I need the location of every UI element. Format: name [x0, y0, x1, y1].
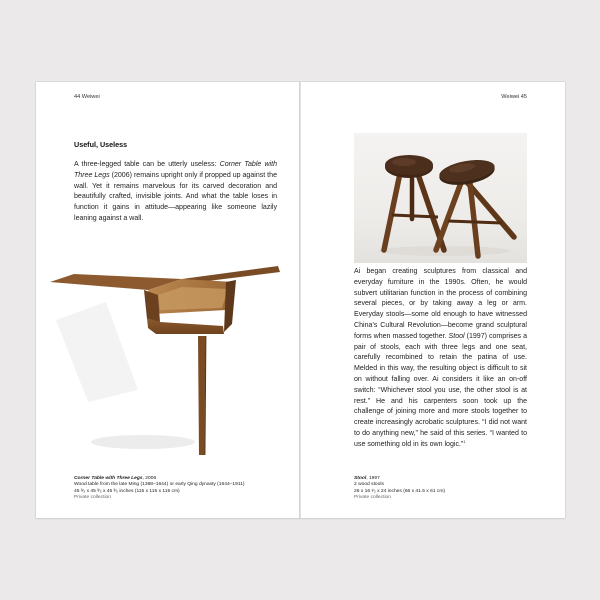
footnote-marker[interactable]: 1 — [463, 438, 466, 444]
left-caption-materials: Wood table from the late Ming (1368–1644) or early Qing dynasty (1644–1911) — [74, 482, 245, 488]
right-body-text — [354, 267, 527, 451]
section-heading: Useful, Useless — [74, 140, 128, 149]
left-page — [36, 82, 299, 518]
left-body-part-1: A three-legged table can be utterly useless: — [74, 161, 220, 168]
right-caption-materials: 2 wood stools — [354, 482, 384, 488]
right-caption-collection: Private collection — [354, 494, 391, 500]
right-running-head: Weiwei 45 — [501, 94, 527, 100]
left-caption-year: , 2006 — [142, 476, 157, 481]
stool-photo — [354, 133, 527, 263]
left-body-artwork-title: Corner Table with Three Legs — [74, 161, 278, 179]
left-caption-dimensions: 45 ³⁄₅ x 45 ³⁄₅ x 45 ³⁄₅ inches (115 x 115 x 115 cm) — [74, 488, 180, 494]
book-spread — [36, 82, 565, 518]
right-caption-year: , 1997 — [366, 476, 380, 481]
left-caption — [74, 476, 284, 501]
left-caption-title: Corner Table with Three Legs — [74, 476, 143, 481]
left-caption-collection: Private collection — [74, 494, 111, 500]
stool-illustration — [354, 133, 527, 263]
right-body-artwork-title: Stool — [448, 332, 465, 340]
right-page — [301, 82, 565, 518]
right-caption-dimensions: 26 x 16 ¹⁄₂ x 24 inches (66 x 41.5 x 61 cm) — [354, 488, 446, 494]
left-body-part-2: (2006) remains upright only if propped up against the wall. Yet it remains marvelous for its carved decoration and beautifully crafted, invisible joints. And what the table loses in function it gains in attitude—appearing like someone lazily leaning against a wall. — [74, 171, 277, 222]
right-caption-title: Stool — [354, 476, 367, 481]
right-body-part-2: (1997) comprises a pair of stools, each with three legs and one seat, carefully recombined to retain the patina of use. Melded in this way, the resulting object is difficult to sit on without falling over. Ai considers it like an on-off switch: “Whichever stool you use, the other stool is at rest.” He and his carpenters soon took up the challenge of joining more and more stools together to create increasingly acrobatic sculptures. “I did not want to do anything new,” he said of this series. “I wanted to use something old in its own logic.” — [354, 332, 527, 448]
corner-table-photo — [48, 262, 288, 462]
left-running-head: 44 Weiwei — [74, 94, 100, 100]
right-body-part-1: Ai began creating sculptures from classical and everyday furniture in the 1990s. Often, he would subvert utilitarian function in the process of combining several pieces, or by taking away a leg or arm. Everyday stools—some old enough to have witnessed China’s Cultural Revolution—become grand sculptural forms when massed together. — [354, 268, 527, 340]
right-caption — [354, 476, 554, 501]
left-body-text — [74, 160, 277, 225]
